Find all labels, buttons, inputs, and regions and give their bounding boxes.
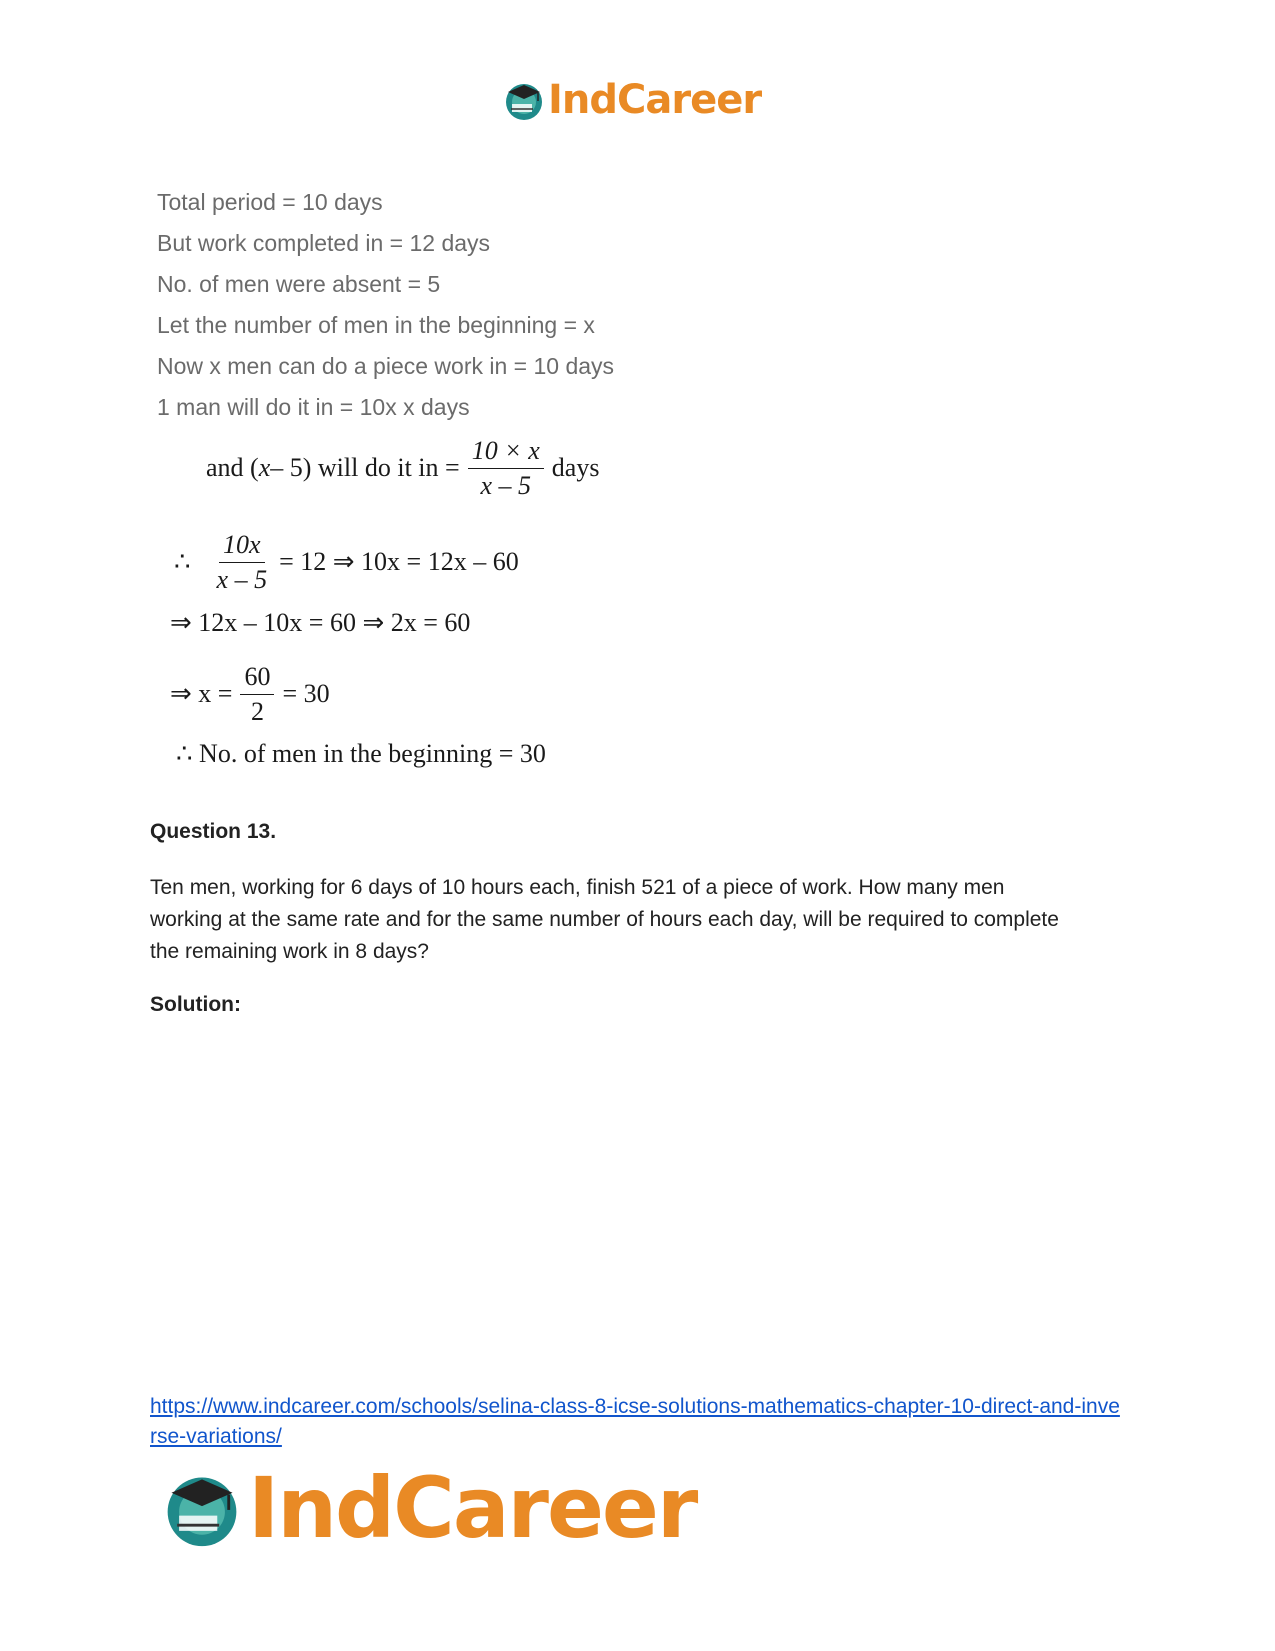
fraction-numerator: 10x bbox=[219, 530, 265, 563]
fraction-denominator: x – 5 bbox=[216, 564, 268, 594]
question-title: Question 13. bbox=[150, 820, 277, 843]
logo-text: IndCareer bbox=[248, 1459, 697, 1557]
math-line-4 bbox=[170, 662, 330, 727]
math-text: ⇒ 12x – 10x = 60 ⇒ 2x = 60 bbox=[170, 608, 471, 637]
solution-line: Now x men can do a piece work in = 10 days bbox=[157, 353, 615, 379]
math-line-3 bbox=[170, 608, 470, 638]
fraction bbox=[468, 436, 544, 501]
math-text: ∴ No. of men in the beginning = 30 bbox=[176, 739, 546, 768]
solution-lines bbox=[157, 182, 614, 428]
solution-line: Total period = 10 days bbox=[157, 189, 383, 215]
header-logo bbox=[502, 78, 761, 122]
math-text: = 12 ⇒ 10x = 12x – 60 bbox=[279, 547, 519, 577]
solution-line: 1 man will do it in = 10x x days bbox=[157, 394, 470, 420]
logo-text: IndCareer bbox=[548, 77, 762, 123]
solution-label: Solution: bbox=[150, 993, 241, 1016]
math-text: – 5) will do it in = bbox=[270, 453, 460, 483]
fraction-denominator: x – 5 bbox=[480, 470, 532, 500]
footer-logo bbox=[160, 1459, 697, 1557]
math-line-1 bbox=[206, 436, 599, 501]
math-text: days bbox=[551, 453, 600, 483]
graduation-cap-icon bbox=[502, 78, 546, 122]
graduation-cap-icon bbox=[160, 1466, 244, 1550]
fraction-denominator: 2 bbox=[250, 696, 264, 726]
fraction-numerator: 60 bbox=[240, 662, 274, 695]
solution-line: Let the number of men in the beginning = x bbox=[157, 312, 595, 338]
fraction bbox=[213, 530, 272, 595]
math-line-2 bbox=[174, 530, 519, 595]
solution-line: No. of men were absent = 5 bbox=[157, 271, 441, 297]
fraction-numerator: 10 × x bbox=[468, 436, 544, 469]
fraction bbox=[240, 662, 274, 727]
math-line-5 bbox=[176, 739, 546, 769]
math-variable: x bbox=[258, 453, 271, 483]
math-text: ⇒ x = bbox=[170, 679, 233, 709]
therefore-symbol: ∴ bbox=[174, 547, 191, 577]
math-text: and ( bbox=[206, 453, 259, 483]
solution-line: But work completed in = 12 days bbox=[157, 230, 491, 256]
math-text: = 30 bbox=[282, 679, 330, 709]
source-link[interactable]: https://www.indcareer.com/schools/selina-class-8-icse-solutions-mathematics-chapter-10-direct-and-inverse-variations/ bbox=[150, 1395, 1120, 1448]
question-text: Ten men, working for 6 days of 10 hours each, finish 521 of a piece of work. How many men working at the same rate and for the same number of hours each day, will be required to complete the remaining work in 8 days? bbox=[150, 876, 1059, 963]
